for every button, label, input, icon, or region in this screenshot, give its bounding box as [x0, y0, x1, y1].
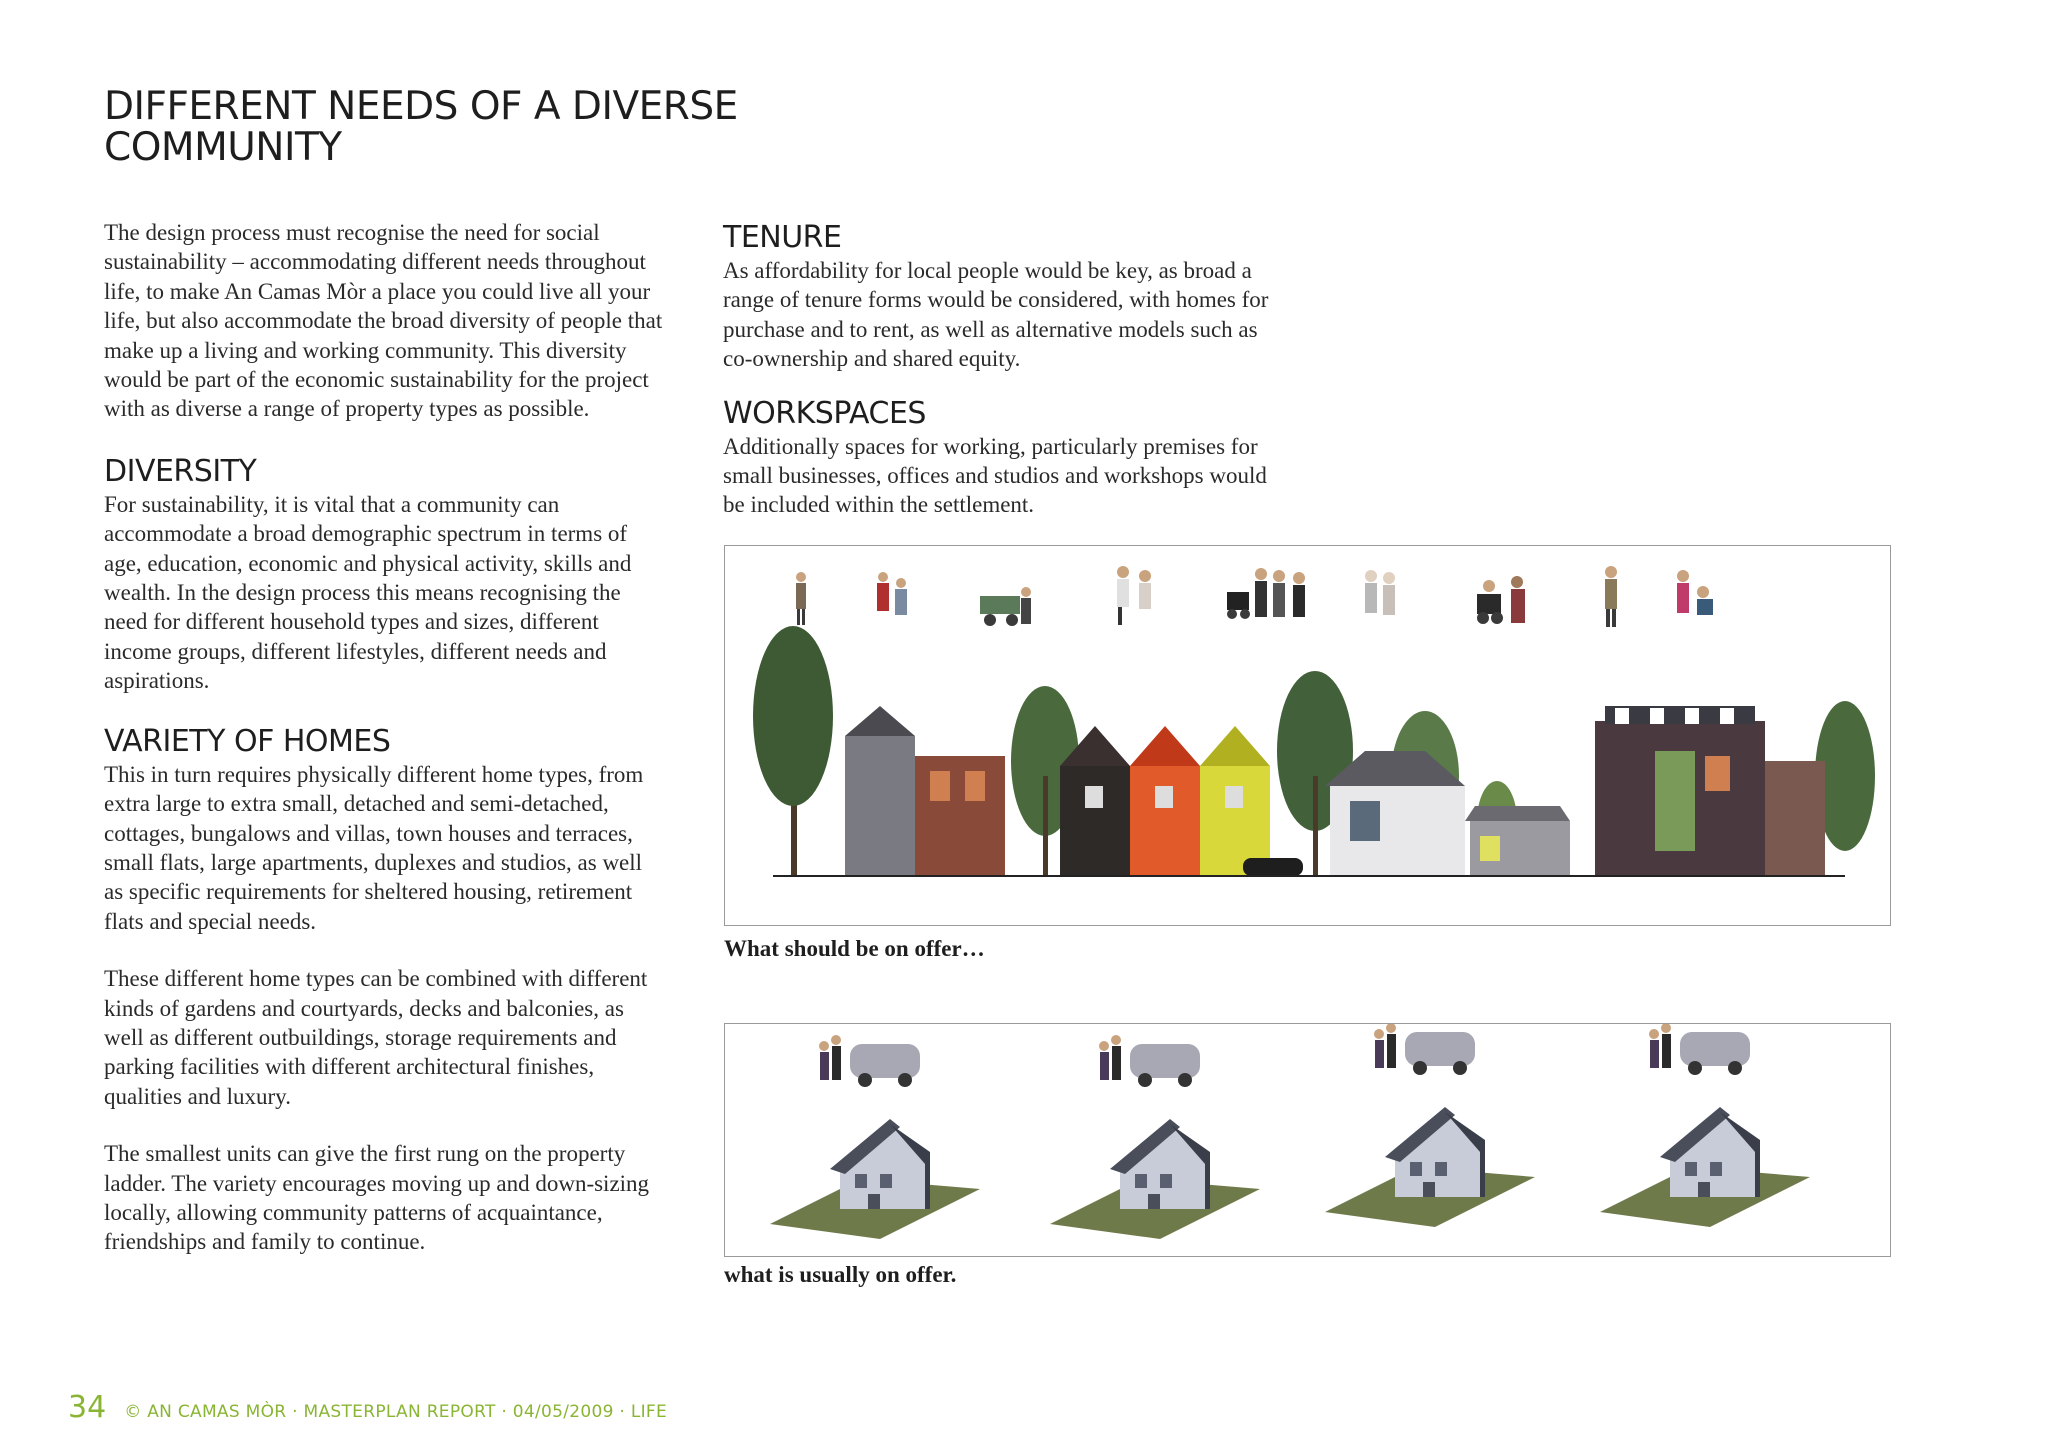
variety-heading: VARIETY OF HOMES — [104, 723, 391, 759]
identical-houses-illustration — [724, 1023, 1891, 1257]
usual-caption: what is usually on offer. — [724, 1262, 957, 1287]
tenure-heading: TENURE — [723, 220, 842, 255]
workspaces-heading: WORKSPACES — [723, 395, 926, 431]
identical-houses-drawing — [725, 1024, 1890, 1256]
page-title: DIFFERENT NEEDS OF A DIVERSE COMMUNITY — [104, 84, 738, 170]
variety-paragraph-1: This in turn requires physically different home types, from extra large to extra small, detached and semi-detached, cottages, bungalows and villas, town houses and terraces, small flats, large apartments, duplexes and studios, as well as specific requirements for sheltered housing, retirement flats and special needs. — [104, 761, 644, 934]
people-row — [796, 566, 1713, 627]
page-footer — [68, 1390, 667, 1425]
streetscape-drawing — [725, 546, 1890, 925]
intro-paragraph: The design process must recognise the need for social sustainability – accommodating different needs throughout life, to make An Camas Mòr a place you could live all your life, but also accommodate the broad diversity of people that make up a living and working community. This diversity would be part of the economic sustainability for the project with as diverse a range of property types as possible. — [104, 220, 663, 422]
variety-paragraph-3: The smallest units can give the first rung on the property ladder. The variety encourages moving up and down-sizing locally, allowing community patterns of acquaintance, friendships and family to continue. — [104, 1141, 650, 1255]
diversity-heading: DIVERSITY — [104, 453, 257, 489]
right-column — [723, 220, 1283, 520]
page-number: 34 — [68, 1390, 107, 1425]
workspaces-paragraph: Additionally spaces for working, particularly premises for small businesses, offices and studios and workshops would be included within the settlement. — [723, 433, 1267, 518]
footer-credit: © AN CAMAS MÒR · MASTERPLAN REPORT · 04/05/2009 · LIFE — [124, 1402, 668, 1422]
diversity-paragraph: For sustainability, it is vital that a community can accommodate a broad demographic spectrum in terms of age, education, economic and physical activity, skills and wealth. In the design process this means recognising the need for different household types and sizes, different income groups, different lifestyles, different needs and aspirations. — [104, 491, 632, 694]
streetscape-illustration — [724, 545, 1891, 926]
tenure-paragraph: As affordability for local people would be key, as broad a range of tenure forms would be considered, with homes for purchase and to rent, as well as alternative models such as co-ownership and shared equity. — [723, 258, 1269, 372]
variety-paragraph-2: These different home types can be combined with different kinds of gardens and courtyards, decks and balconies, as well as different outbuildings, storage requirements and parking facilities with different architectural finishes, qualities and luxury. — [104, 966, 648, 1109]
offer-caption: What should be on offer… — [724, 936, 985, 961]
left-column — [104, 218, 664, 1257]
